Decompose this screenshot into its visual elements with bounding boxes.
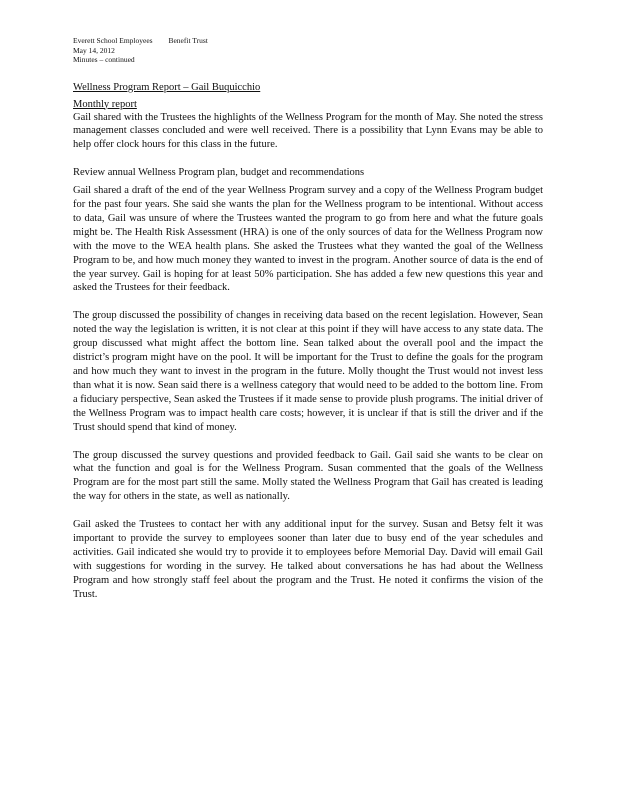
header-section: Minutes – continued [73, 55, 135, 64]
review-paragraph-4: Gail asked the Trustees to contact her with any additional input for the survey. Susan and Betsy felt it was important to provide the survey to employees sooner than later due to busy end of the year schedules and activities. Gail indicated she would try to provide it to employees before Memorial Day. David will email Gail with suggestions for wording in the survey. He talked about conversations he has had about the Wellness Program and how strongly staff feel about the program and the Trust. He noted it confirms the vision of the Trust. [73, 519, 543, 600]
document-page [73, 36, 543, 602]
document-header [73, 36, 543, 65]
report-title: Wellness Program Report – Gail Buquicchio [73, 81, 261, 93]
review-paragraph-3: The group discussed the survey questions and provided feedback to Gail. Gail said she wants to be clear on what the function and goal is for the Wellness Program. Susan commented that the goals of the Wellness Program are for the most part still the same. Molly stated the Wellness Program that Gail has created is leading the way for others in the state, as well as nationally. [73, 449, 543, 503]
header-date: May 14, 2012 [73, 45, 115, 55]
review-paragraph-1: Gail shared a draft of the end of the year Wellness Program survey and a copy of the Wellness Program budget for the past four years. She said she wants the plan for the Wellness program to be intentional. Without access to data, Gail was unsure of where the Trustees wanted the program to go from here and what the future goals might be. The Health Risk Assessment (HRA) is one of the only sources of data for the Wellness Program now with the move to the WEA health plans. She asked the Trustees what they wanted the goal of the Wellness Program to be, and how much money they wanted to invest in the program. Another source of data is the end of the year survey. Gail is hoping for at least 50% participation. She has added a few new questions this year and asked the Trustees for their feedback. [73, 185, 543, 294]
monthly-report-heading: Monthly report [73, 98, 137, 110]
header-org-left: Everett School Employees [73, 36, 153, 45]
header-org-right: Benefit Trust [168, 36, 208, 45]
review-plan-heading: Review annual Wellness Program plan, budget and recommendations [73, 167, 365, 179]
monthly-report-paragraph: Gail shared with the Trustees the highlights of the Wellness Program for the month of May. She noted the stress management classes concluded and were well received. There is a possibility that Lynn Evans may be able to help offer clock hours for this class in the future. [73, 111, 543, 151]
review-paragraph-2: The group discussed the possibility of changes in receiving data based on the recent legislation. However, Sean noted the way the legislation is written, it is not clear at this point if they will have access to any state data. The group discussed what might affect the bottom line. Sean talked about the overall pool and the impact the district’s program might have on the pool. It will be important for the Trust to define the goals for the program and how much they want to invest in the program in the future. Molly thought the Trust would not invest less than what it is now. Sean said there is a wellness category that would need to be added to the bottom line. From a fiduciary perspective, Sean asked the Trustees if it made sense to provide plush programs. The initial driver of the Wellness Program was to impact health care costs; however, it is unclear if that is still the driver and if the Trust should spend that kind of money. [73, 310, 543, 433]
header-org-line [73, 36, 543, 46]
